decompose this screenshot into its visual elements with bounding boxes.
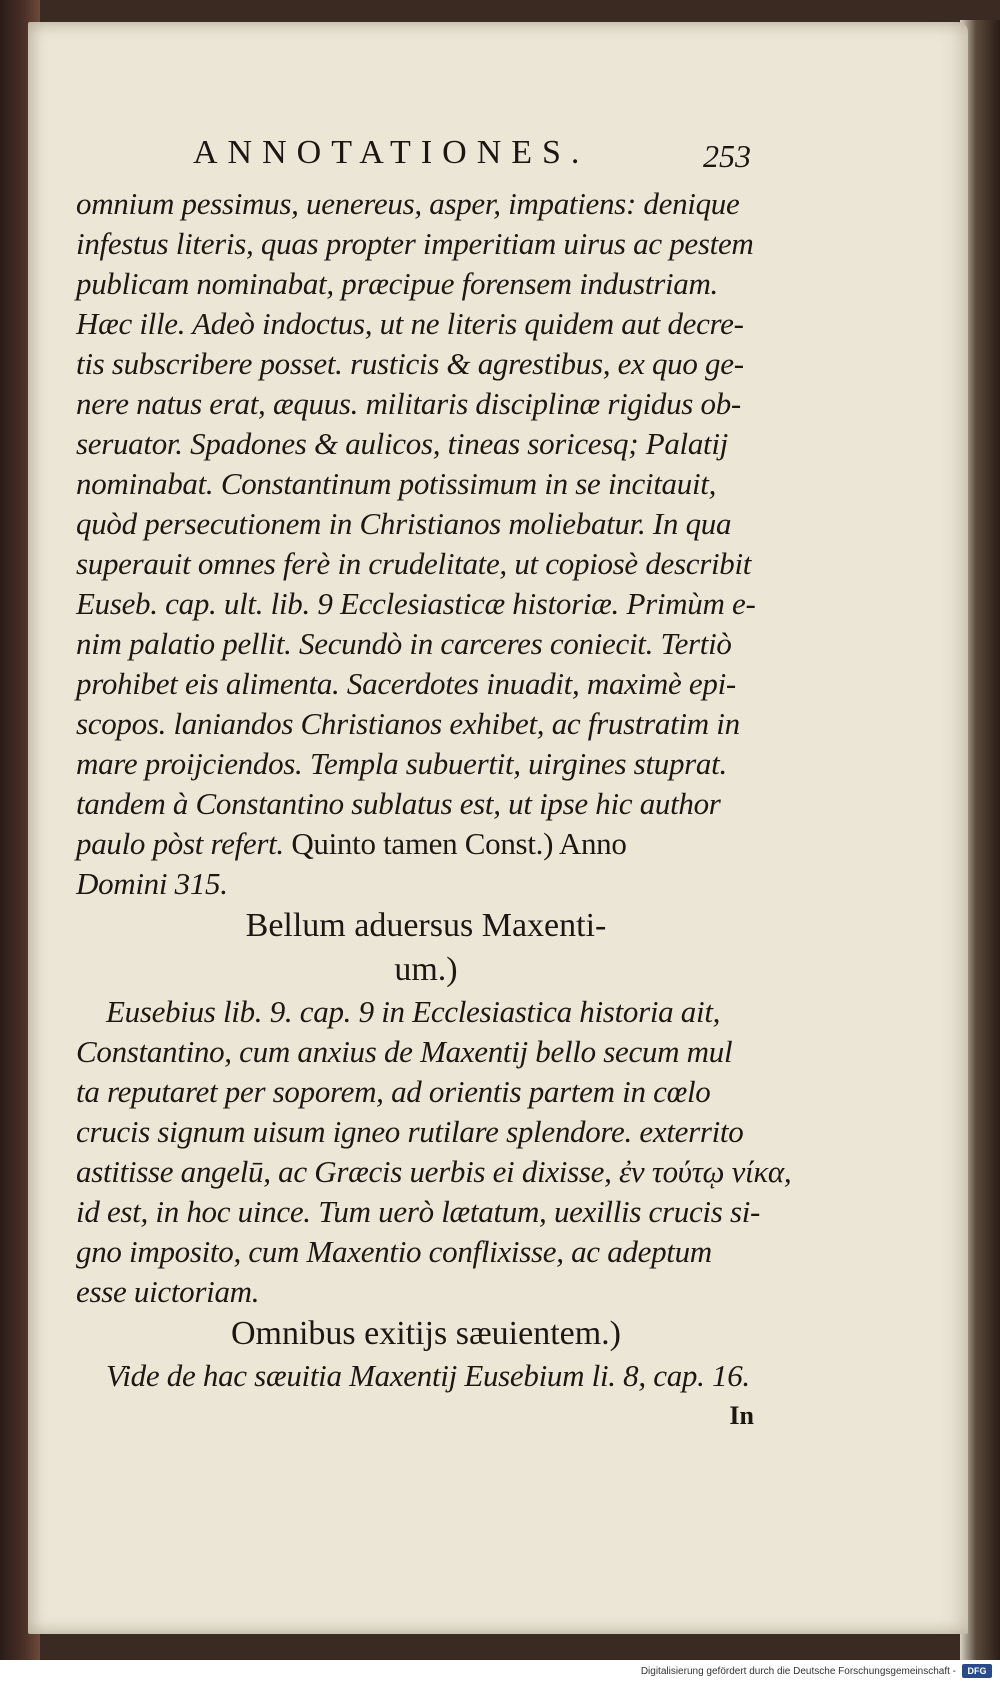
section-heading: Omnibus exitijs sæuientem.) (230, 1315, 622, 1352)
text-line: Domini 315. (76, 866, 228, 901)
page-number: 253 (703, 138, 751, 174)
text-line: ta reputaret per soporem, ad orientis partem in cœlo (76, 1074, 711, 1109)
text-line: Euseb. cap. ult. lib. 9 Ecclesiasticæ historiæ. Primùm e- (76, 586, 756, 621)
text-line: tis subscribere posset. rusticis & agrestibus, ex quo ge- (76, 346, 744, 381)
text-line: quòd persecutionem in Christianos moliebatur. In qua (76, 506, 732, 541)
text-line: infestus literis, quas propter imperitiam uirus ac pestem (76, 226, 754, 261)
text-line: omnium pessimus, uenereus, asper, impatiens: denique (76, 186, 740, 221)
text-line: Hæc ille. Adeò indoctus, ut ne literis quidem aut decre- (76, 306, 744, 341)
lemma: Quinto tamen Const.) Anno (291, 826, 627, 861)
text-line: scopos. laniandos Christianos exhibet, ac frustratim in (76, 706, 740, 741)
text-line: Vide de hac sæuitia Maxentij Eusebium li. 8, cap. 16. (106, 1358, 750, 1393)
section-heading-continued: um.) (394, 951, 458, 988)
text-line: publicam nominabat, præcipue forensem industriam. (76, 266, 719, 301)
text-line: Constantino, cum anxius de Maxentij bello secum mul (76, 1034, 733, 1069)
text-line: nominabat. Constantinum potissimum in se incitauit, (76, 466, 717, 501)
text-line: seruator. Spadones & aulicos, tineas soricesq; Palatij (76, 426, 728, 461)
dfg-logo: DFG (962, 1664, 992, 1678)
text-line-with-lemma (76, 824, 776, 864)
section-heading: Bellum aduersus Maxenti- (245, 907, 607, 944)
text-line: crucis signum uisum igneo rutilare splendore. exterrito (76, 1114, 744, 1149)
main-text (76, 184, 792, 1436)
text-line: tandem à Constantino sublatus est, ut ipse hic author (76, 786, 721, 821)
text-line: mare proijciendos. Templa subuertit, uirgines stuprat. (76, 746, 727, 781)
digitization-credit: Digitalisierung gefördert durch die Deutsche Forschungsgemeinschaft - (640, 1666, 956, 1677)
text-line: nim palatio pellit. Secundò in carceres coniecit. Tertiò (76, 626, 732, 661)
catchword: In (729, 1401, 754, 1430)
text-fragment: paulo pòst refert. (76, 826, 284, 861)
text-line: Eusebius lib. 9. cap. 9 in Ecclesiastica historia ait, (106, 994, 721, 1029)
text-line: superauit omnes ferè in crudelitate, ut copiosè describit (76, 546, 752, 581)
footer-bar (0, 1660, 1000, 1687)
text-line: gno imposito, cum Maxentio conflixisse, ac adeptum (76, 1234, 712, 1269)
text-line: prohibet eis alimenta. Sacerdotes inuadit, maximè epi- (76, 666, 736, 701)
text-line: astitisse angelū, ac Græcis uerbis ei dixisse, ἐν τούτῳ νίκα, (76, 1154, 792, 1189)
page-header (193, 134, 813, 184)
text-line: nere natus erat, æquus. militaris disciplinæ rigidus ob- (76, 386, 741, 421)
running-head: ANNOTATIONES. (193, 134, 590, 171)
text-line: id est, in hoc uince. Tum uerò lætatum, uexillis crucis si- (76, 1194, 761, 1229)
book-page (28, 22, 968, 1634)
text-line: esse uictoriam. (76, 1274, 260, 1309)
